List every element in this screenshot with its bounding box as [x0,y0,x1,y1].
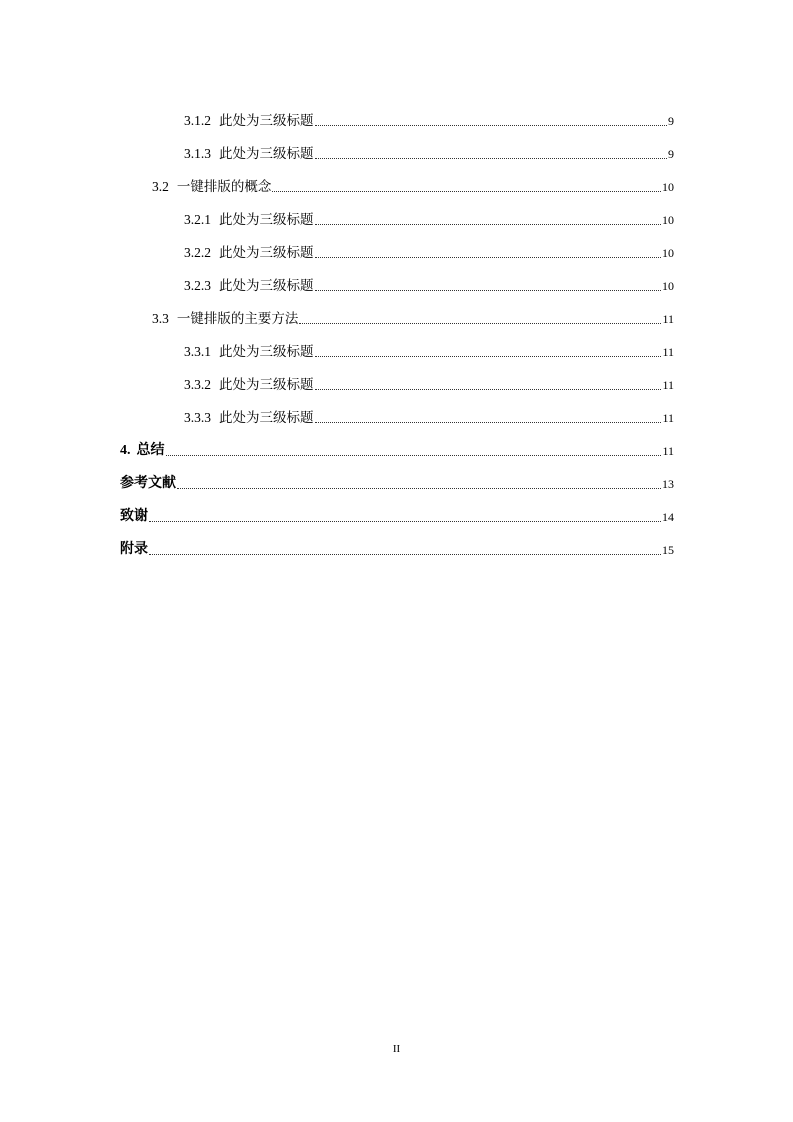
toc-entry[interactable] [120,430,674,463]
toc-entry-page: 11 [662,378,674,392]
toc-entry-number: 3.2 [152,179,169,194]
toc-dot-leader [272,191,661,192]
toc-entry[interactable] [120,397,674,430]
toc-entry-page: 13 [662,477,674,491]
toc-dot-leader [166,455,662,456]
toc-entry-title: 此处为三级标题 [219,344,314,359]
toc-entry[interactable] [120,100,674,133]
toc-entry[interactable] [120,463,674,496]
toc-entry-page: 9 [668,114,674,128]
toc-entry-page: 14 [662,510,674,524]
table-of-contents [120,100,674,562]
page-number: II [392,1043,401,1055]
toc-entry[interactable] [120,529,674,562]
toc-entry-title: 此处为三级标题 [219,377,314,392]
toc-entry[interactable] [120,199,674,232]
toc-dot-leader [315,125,668,126]
toc-entry-page: 10 [662,180,674,194]
toc-entry-page: 10 [662,246,674,260]
toc-entry-page: 11 [662,345,674,359]
toc-entry-number: 3.3.1 [184,344,211,359]
toc-dot-leader [149,521,661,522]
toc-entry-number: 3.3.2 [184,377,211,392]
toc-entry-page: 11 [662,444,674,458]
toc-dot-leader [315,422,662,423]
toc-dot-leader [315,389,662,390]
toc-entry[interactable] [120,166,674,199]
toc-dot-leader [315,257,662,258]
toc-entry-page: 11 [662,411,674,425]
toc-dot-leader [315,290,662,291]
toc-entry-number: 3.2.2 [184,245,211,260]
toc-entry-title: 此处为三级标题 [219,278,314,293]
toc-entry-number: 3.3.3 [184,410,211,425]
toc-entry-title: 此处为三级标题 [219,245,314,260]
toc-entry[interactable] [120,496,674,529]
toc-entry[interactable] [120,331,674,364]
toc-dot-leader [149,554,661,555]
toc-entry-number: 3.2.3 [184,278,211,293]
toc-entry-title: 此处为三级标题 [219,113,314,128]
toc-entry-title: 总结 [136,443,165,458]
toc-entry[interactable] [120,133,674,166]
toc-entry-page: 10 [662,279,674,293]
toc-entry-number: 4. [120,443,131,458]
toc-entry-page: 11 [662,312,674,326]
toc-entry-title: 参考文献 [120,476,176,491]
toc-entry-number: 3.1.3 [184,146,211,161]
toc-entry-title: 此处为三级标题 [219,212,314,227]
toc-entry-title: 此处为三级标题 [219,410,314,425]
toc-entry[interactable] [120,265,674,298]
toc-entry-number: 3.2.1 [184,212,211,227]
toc-entry[interactable] [120,364,674,397]
toc-dot-leader [177,488,661,489]
toc-entry-page: 15 [662,543,674,557]
toc-entry-number: 3.1.2 [184,113,211,128]
toc-entry-title: 此处为三级标题 [219,146,314,161]
toc-entry-title: 附录 [120,542,148,557]
toc-entry[interactable] [120,298,674,331]
toc-dot-leader [315,158,668,159]
toc-dot-leader [315,224,662,225]
toc-entry-page: 9 [668,147,674,161]
toc-entry-title: 一键排版的主要方法 [176,311,299,326]
toc-dot-leader [299,323,661,324]
toc-dot-leader [315,356,662,357]
toc-entry-page: 10 [662,213,674,227]
toc-entry-title: 一键排版的概念 [176,179,272,194]
toc-entry-number: 3.3 [152,311,169,326]
toc-entry[interactable] [120,232,674,265]
toc-entry-title: 致谢 [120,509,148,524]
